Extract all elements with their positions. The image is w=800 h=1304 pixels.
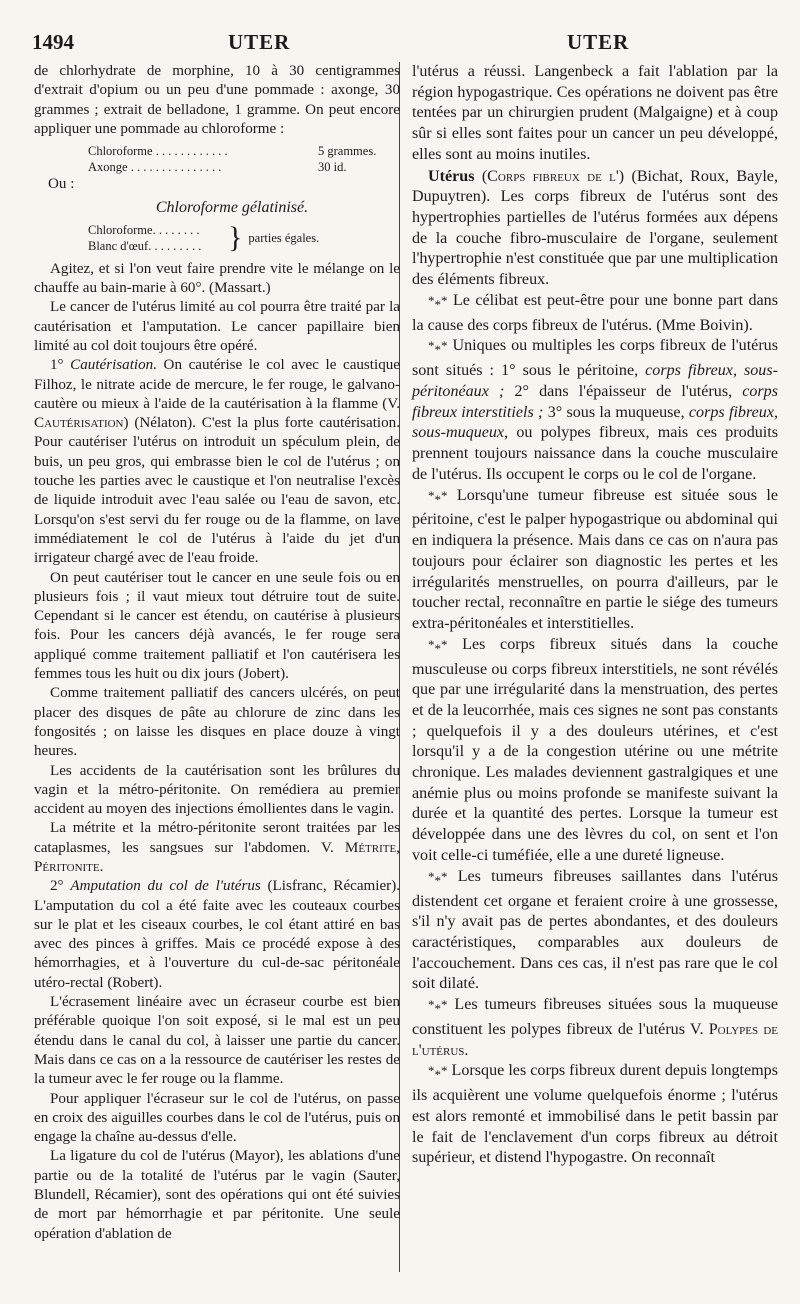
- asterism-glyph: *: [441, 636, 448, 652]
- recipe-line: [88, 159, 400, 175]
- asterism-glyph: *: [434, 342, 441, 358]
- asterism-glyph: *: [441, 338, 448, 354]
- formula-title: Chloroforme gélatinisé.: [155, 199, 309, 217]
- asterism-glyph: *: [428, 487, 435, 503]
- ingredient-quantity: 30 id.: [318, 160, 347, 175]
- section-title: Amputation du col de l'utérus: [70, 878, 261, 895]
- page-header: [32, 30, 768, 56]
- asterism-glyph: *: [434, 1001, 441, 1017]
- asterism-glyph: *: [428, 292, 435, 308]
- paragraph: [412, 867, 778, 995]
- asterism-glyph: *: [428, 338, 435, 354]
- paragraph-text: Les corps fibreux situés dans la couche musculeuse ou corps fibreux interstitiels, ne sont révélés que par une irrégularité dans la menstruation, des pertes et de la leucorrhée, mais ces signes ne sont pas constants ; quelquefois il y a des douleurs utérines, et c'est lorsqu'il y a de la congestion utérine ou une métrite chronique. Les malades deviennent gastralgiques et une anémie plus ou moins profonde se manifeste suivant la durée et la quantité des pertes. Lorsque la tumeur est développée dans une des lèvres du col, on sent et l'on voit celle-ci tuméfiée, elle a une dureté ligneuse.: [412, 635, 778, 864]
- recipe-chloroform-ointment: [88, 143, 400, 175]
- paragraph: On peut cautériser tout le cancer en une seule fois ou en plusieurs fois ; il vaut mieux tout détruire tout de suite. Cependant si le cancer est étendu, on cautérise à plusieurs fois. Pour les cancers déjà avancés, le fer rouge sera appliqué comme traitement palliatif et l'on cautérisera les femmes tous les huit ou dix jours (Jobert).: [34, 569, 400, 683]
- paragraph-metritis: [34, 819, 400, 877]
- paragraph-text: 2° dans l'épaisseur de l'utérus,: [504, 382, 743, 400]
- asterism-glyph: *: [434, 1067, 441, 1083]
- paragraph-text: La métrite et la métro-péritonite seront traitées par les cataplasmes, les sangsues sur l'abdomen. V.: [34, 820, 400, 856]
- right-column: [412, 62, 778, 1169]
- paragraph: Le cancer de l'utérus limité au col pourra être traité par la cautérisation et l'amputation. Le cancer papillaire bien limité au col doit toujours être opéré.: [34, 299, 400, 354]
- asterism-glyph: *: [441, 292, 448, 308]
- italic-term: corps fibreux, sous-muqueux,: [412, 403, 778, 442]
- cross-reference: Polypes de l'utérus.: [412, 1020, 778, 1059]
- asterism-glyph: *: [441, 997, 448, 1013]
- cross-reference: Métrite, Péritonite.: [34, 839, 400, 875]
- paragraph: [412, 1061, 778, 1169]
- paragraph: [412, 995, 778, 1061]
- paragraph-text: Les tumeurs fibreuses saillantes dans l'utérus distendent cet organe et feraient croire à une grossesse, s'il n'y avait pas de pertes abondantes, et des douleurs caractéristiques, comparables aux douleurs de l'accouchement. Dans ces cas, il n'est pas rare que le col soit dilaté.: [412, 867, 778, 993]
- paragraph: [412, 486, 778, 635]
- recipe-line: [88, 143, 400, 159]
- ingredient-list: [88, 222, 228, 254]
- paragraph-text: Les tumeurs fibreuses situées sous la muqueuse constituent les polypes fibreux de l'utérus V.: [412, 996, 778, 1038]
- asterism-glyph: *: [428, 997, 435, 1013]
- asterism-glyph: *: [428, 636, 435, 652]
- paragraph: Les accidents de la cautérisation sont les brûlures du vagin et la métro-péritonite. On remédiera au premier accident au moyen des injections émollientes dans le vagin.: [34, 762, 400, 818]
- brace-glyph: }: [228, 220, 243, 254]
- paragraph-text: ) (Nélaton). C'est la plus forte cautérisation. Pour cautériser l'utérus on introduit un spéculum plein, de buis, un peu gros, qui embrasse bien le col de l'utérus ; on touche les parties avec le caustique et l'on neutralise l'excès de liquide introduit avec l'eau salée ou l'eau de savon, etc. Lorsqu'on s'est servi du fer rouge ou de la flamme, on lave immédiatement le col de l'utérus à l'aide du jet d'un irrigateur chargé avec de l'eau froide.: [34, 415, 400, 567]
- cross-reference: Cautérisation: [34, 415, 124, 432]
- entry-headword: Utérus: [428, 167, 475, 185]
- paragraph: [412, 336, 778, 485]
- ingredient-name: Chloroforme . . . . . . . . . . . .: [88, 144, 228, 159]
- paragraph-text: ou polypes fibreux, mais ces produits prennent toujours naissance dans la couche musculaire de l'utérus. Ils occupent le corps ou le col de l'organe.: [412, 424, 778, 483]
- paragraph-text: On cautérise le col avec le caustique Filhoz, le nitrate acide de mercure, le fer rouge, le galvano-cautère ou mieux à l'aide de la cautérisation à la flamme (V.: [34, 357, 400, 412]
- running-head-right: UTER: [567, 30, 630, 54]
- section-number: 1°: [50, 357, 71, 374]
- paragraph: [412, 291, 778, 337]
- recipe-gelatinized-chloroform: [88, 222, 400, 254]
- entry-fibroids: [412, 167, 778, 291]
- paragraph: [412, 635, 778, 867]
- asterism-glyph: *: [428, 868, 435, 884]
- left-column: [34, 62, 400, 1244]
- asterism-glyph: *: [441, 1063, 448, 1079]
- paragraph-text: Lorsque les corps fibreux durent depuis longtemps ils acquièrent une volume quelquefois énorme ; l'utérus est alors remonté et immobilisé dans le petit bassin par le fait de l'enclavement d'un corps fibreux au détroit supérieur, et distend l'hypogastre. On reconnaît: [412, 1062, 778, 1167]
- paragraph-text: 3° sous la muqueuse,: [543, 403, 689, 421]
- paragraph: Agitez, et si l'on veut faire prendre vite le mélange on le chauffe au bain-marie à 60°. (Massart.): [34, 260, 400, 297]
- asterism-glyph: *: [441, 868, 448, 884]
- paragraph: Comme traitement palliatif des cancers ulcérés, on peut placer des disques de pâte au chlorure de zinc dans les fongosités ; on laisse les disques en place douze à vingt heures.: [34, 685, 400, 760]
- running-head-left: UTER: [228, 30, 291, 54]
- or-label: Ou :: [48, 176, 75, 193]
- paragraph-text: Uniques ou multiples les corps fibreux de l'utérus sont situés : 1° sous le péritoine,: [412, 337, 778, 380]
- paragraph: L'écrasement linéaire avec un écraseur courbe est bien préférable quoique l'on soit exposé, si le mal est un peu étendu dans le canal du col, à laisser une partie du cancer. Mais dans ce cas on a la ressource de cautériser les restes de la tumeur avec le fer rouge ou la flamme.: [34, 994, 400, 1088]
- asterism-glyph: *: [434, 296, 441, 312]
- paragraph-cauterization: [34, 356, 400, 568]
- page-number: 1494: [32, 30, 74, 54]
- section-title: Cautérisation.: [70, 357, 157, 374]
- paragraph-text: (Lisfranc, Récamier). L'amputation du col a été faite avec les couteaux courbes sur le plat et les ciseaux courbes, le col étant attiré en bas avec des pinces à griffes. Mais ce procédé expose à des hémorrhagies, et à l'ouverture du cul-de-sac péritonéale utéro-rectal (Robert).: [34, 878, 400, 991]
- paragraph-text: (Bichat, Roux, Bayle, Dupuytren). Les corps fibreux de l'utérus sont des hypertrophies partielles de l'utérus formées aux dépens de la couche fibro-musculaire de l'organe, seulement l'hypertrophie n'est constituée que par une multiplication des éléments fibreux.: [412, 167, 778, 289]
- paragraph: de chlorhydrate de morphine, 10 à 30 centigrammes d'extrait d'opium ou un peu d'une pommade : axonge, 30 grammes ; extrait de belladone, 1 gramme. On peut encore appliquer une pommade au chloroforme :: [34, 63, 400, 137]
- italic-term: corps fibreux, sous-péritonéaux ;: [412, 362, 778, 400]
- paragraph-text: Le célibat est peut-être pour une bonne part dans la cause des corps fibreux de l'utérus. (Mme Boivin).: [412, 291, 778, 334]
- proportion-note: parties égales.: [248, 230, 320, 245]
- paragraph: Pour appliquer l'écraseur sur le col de l'utérus, on passe en croix des aiguilles courbes dans le col de l'utérus, puis on engage la chaîne au-dessus d'elle.: [34, 1090, 400, 1146]
- section-number: 2°: [50, 878, 71, 895]
- paragraph-amputation: [34, 877, 400, 993]
- ingredient-name: Axonge . . . . . . . . . . . . . . .: [88, 160, 222, 175]
- asterism-glyph: *: [434, 872, 441, 888]
- ingredient-name: Chloroforme. . . . . . . .: [88, 222, 200, 237]
- entry-subtitle: (Corps fibreux de l'): [474, 167, 625, 185]
- paragraph: La ligature du col de l'utérus (Mayor), les ablations d'une partie ou de la totalité de l'utérus par le vagin (Sauter, Blundell, Récamier), sont des opérations qui ont été suivies de mort par hémorrhagie et par péritonite. Une seule opération d'ablation de: [34, 1148, 400, 1242]
- ingredient-name: Blanc d'œuf. . . . . . . . .: [88, 238, 202, 253]
- paragraph: l'utérus a réussi. Langenbeck a fait l'ablation par la région hypogastrique. Ces opérations ne doivent pas être tentées par un chirurgien prudent (Malgaigne) et à coup sûr si elles sont faites pour un cancer un peu développé, elles sont au moins inutiles.: [412, 63, 778, 163]
- asterism-glyph: *: [428, 1063, 435, 1079]
- asterism-glyph: *: [434, 491, 441, 507]
- asterism-glyph: *: [441, 487, 448, 503]
- asterism-glyph: *: [434, 640, 441, 656]
- italic-term: corps fibreux interstitiels ;: [412, 382, 778, 421]
- paragraph-text: Lorsqu'une tumeur fibreuse est située sous le péritoine, c'est le palper hypogastrique ou abdominal qui en indiquera la présence. Mais dans ce cas on n'aura pas toujours pour éclairer son diagnostic les pertes et les irrégularités menstruelles, on pourra d'ailleurs, par le toucher rectal, reconnaître en partie le siége des tumeurs extra-péritonéales et interstitielles.: [412, 486, 778, 632]
- ingredient-quantity: 5 grammes.: [318, 144, 377, 159]
